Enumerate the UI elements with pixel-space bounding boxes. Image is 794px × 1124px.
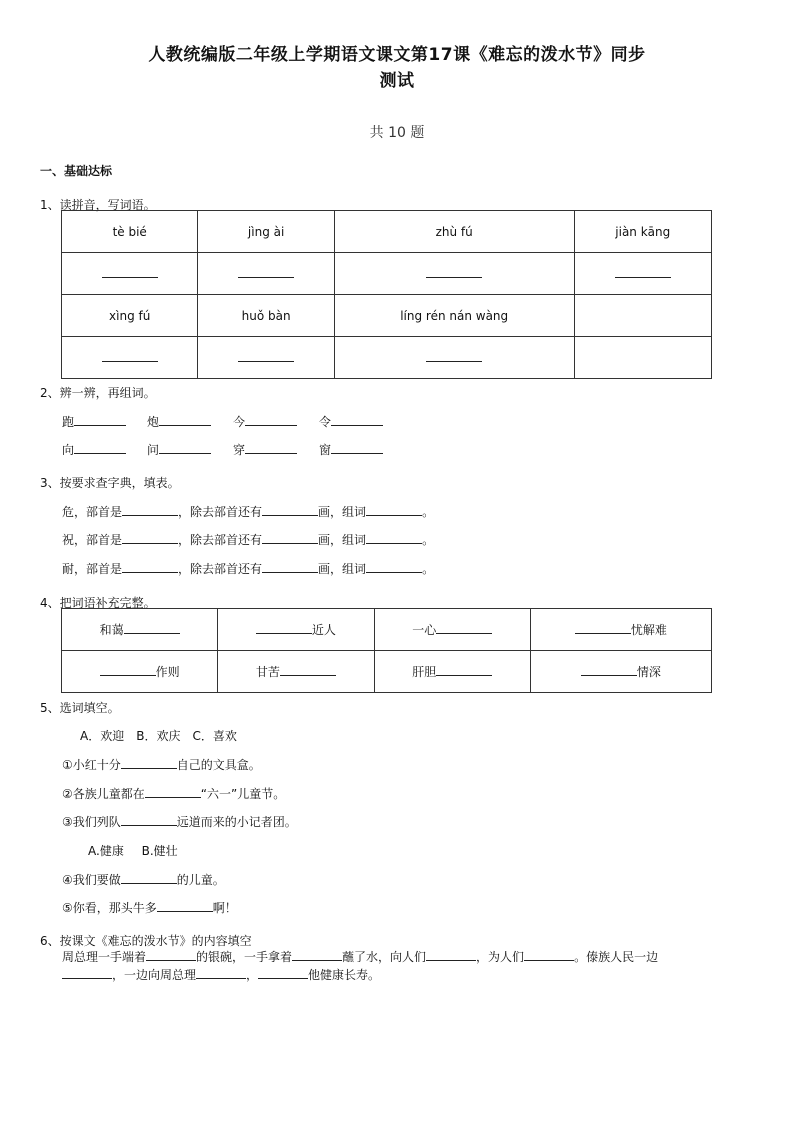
answer-blank[interactable] (74, 415, 126, 426)
idiom-table (61, 608, 712, 693)
answer-blank[interactable] (122, 562, 178, 573)
answer-blank[interactable] (331, 443, 383, 454)
character: 问 (147, 443, 160, 457)
answer-blank[interactable] (122, 505, 178, 516)
answer-blank[interactable] (122, 533, 178, 544)
answer-cell[interactable] (62, 253, 198, 295)
answer-cell[interactable] (334, 253, 574, 295)
answer-blank[interactable] (262, 562, 318, 573)
fill-sentence: ④我们要做 的儿童。 (62, 873, 225, 887)
answer-blank[interactable] (74, 443, 126, 454)
character: 炮 (147, 415, 160, 429)
fill-sentence: ③我们列队 远道而来的小记者团。 (62, 815, 297, 829)
idiom-cell[interactable]: 情深 (530, 651, 711, 693)
pinyin-cell (574, 295, 711, 337)
answer-blank[interactable] (292, 950, 342, 961)
pinyin-cell: jiàn kāng (574, 211, 711, 253)
dictionary-line: 耐，部首是 ，除去部首还有 画，组词 。 (62, 562, 435, 576)
passage-line-1: 周总理一手端着 的银碗，一手拿着 蘸了水，向人们 ，为人们 。傣族人民一边 (62, 950, 659, 964)
answer-blank[interactable] (258, 968, 308, 979)
idiom-cell[interactable]: 和蔼 (62, 609, 218, 651)
idiom-cell[interactable]: 甘苦 (218, 651, 374, 693)
answer-blank[interactable] (62, 968, 112, 979)
word-pair[interactable] (319, 413, 383, 430)
answer-blank[interactable] (366, 505, 422, 516)
answer-cell (574, 337, 711, 379)
passage-line-2: ，一边向周总理 ， 他健康长寿。 (62, 966, 380, 983)
idiom-cell[interactable]: 一心 (374, 609, 530, 651)
section-heading: 一、基础达标 (40, 164, 113, 178)
options-line: A．欢迎 B．欢庆 C．喜欢 (80, 729, 237, 743)
question-5-label: 5、选词填空。 (40, 701, 120, 715)
answer-blank[interactable] (366, 562, 422, 573)
fill-sentence: ②各族儿童都在 “六一”儿童节。 (62, 787, 286, 801)
pinyin-cell: zhù fú (334, 211, 574, 253)
question-1-label: 1、读拼音，写词语。 (40, 198, 156, 212)
answer-blank[interactable] (121, 815, 177, 826)
answer-cell[interactable] (334, 337, 574, 379)
answer-cell[interactable] (574, 253, 711, 295)
character: 令 (319, 415, 332, 429)
character: 危 (62, 505, 75, 519)
pinyin-table (61, 210, 712, 379)
character: 祝 (62, 533, 75, 547)
answer-blank[interactable] (159, 443, 211, 454)
pinyin-cell: líng rén nán wàng (334, 295, 574, 337)
answer-cell[interactable] (62, 337, 198, 379)
answer-cell[interactable] (198, 253, 334, 295)
word-pair[interactable] (233, 441, 297, 458)
word-pair[interactable] (233, 413, 297, 430)
question-6-label: 6、按课文《难忘的泼水节》的内容填空 (40, 934, 252, 948)
idiom-cell[interactable]: 作则 (62, 651, 218, 693)
character: 窗 (319, 443, 332, 457)
answer-blank[interactable] (157, 901, 213, 912)
pinyin-cell: jìng ài (198, 211, 334, 253)
page-title-continued: 测试 (379, 71, 415, 91)
options-line: A.健康 B.健壮 (88, 844, 178, 858)
question-count: 共 10 题 (369, 125, 425, 141)
answer-blank[interactable] (159, 415, 211, 426)
answer-blank[interactable] (146, 950, 196, 961)
dictionary-line: 祝，部首是 ，除去部首还有 画，组词 。 (62, 533, 435, 547)
fill-sentence: ⑤你看，那头牛多 啊！ (62, 901, 237, 915)
pinyin-cell: tè bié (62, 211, 198, 253)
character: 今 (233, 415, 246, 429)
idiom-cell[interactable]: 近人 (218, 609, 374, 651)
answer-blank[interactable] (426, 950, 476, 961)
dictionary-line: 危，部首是 ，除去部首还有 画，组词 。 (62, 505, 435, 519)
page-title: 人教统编版二年级上学期语文课文第17课《难忘的泼水节》同步 (148, 45, 646, 65)
word-pair[interactable] (62, 441, 126, 458)
character: 向 (62, 443, 75, 457)
question-4-label: 4、把词语补充完整。 (40, 596, 156, 610)
answer-cell[interactable] (198, 337, 334, 379)
answer-blank[interactable] (262, 505, 318, 516)
answer-blank[interactable] (121, 758, 177, 769)
word-pair[interactable] (147, 413, 211, 430)
fill-sentence: ①小红十分 自己的文具盒。 (62, 758, 261, 772)
word-pair[interactable] (147, 441, 211, 458)
character: 跑 (62, 415, 75, 429)
character: 穿 (233, 443, 246, 457)
answer-blank[interactable] (245, 415, 297, 426)
character: 耐 (62, 562, 75, 576)
pinyin-cell: xìng fú (62, 295, 198, 337)
answer-blank[interactable] (366, 533, 422, 544)
word-pair[interactable] (319, 441, 383, 458)
answer-blank[interactable] (196, 968, 246, 979)
answer-blank[interactable] (145, 787, 201, 798)
question-2-label: 2、辨一辨，再组词。 (40, 386, 156, 400)
answer-blank[interactable] (331, 415, 383, 426)
pinyin-cell: huǒ bàn (198, 295, 334, 337)
answer-blank[interactable] (121, 873, 177, 884)
idiom-cell[interactable]: 肝胆 (374, 651, 530, 693)
answer-blank[interactable] (245, 443, 297, 454)
question-3-label: 3、按要求查字典，填表。 (40, 476, 180, 490)
word-pair[interactable] (62, 413, 126, 430)
answer-blank[interactable] (262, 533, 318, 544)
idiom-cell[interactable]: 忧解难 (530, 609, 711, 651)
answer-blank[interactable] (524, 950, 574, 961)
